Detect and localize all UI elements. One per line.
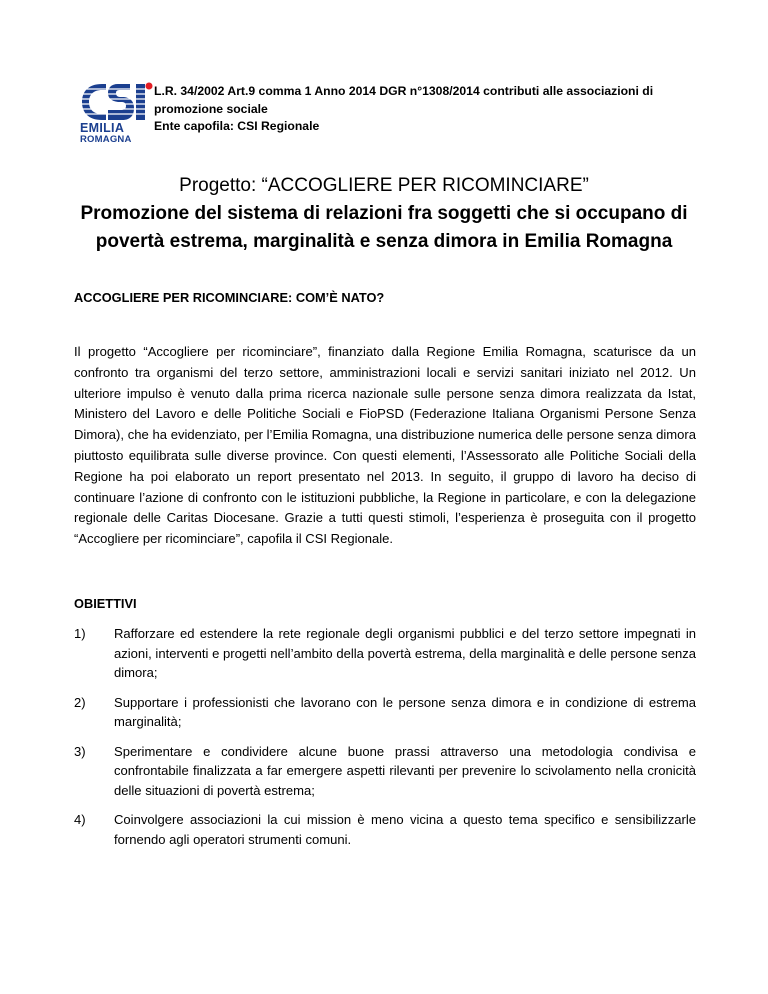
logo-text-emilia: EMILIA — [80, 121, 125, 135]
list-item — [74, 742, 696, 801]
list-item-text: Sperimentare e condividere alcune buone prassi attraverso una metodologia condivisa e confrontabile finalizzata a far emergere aspetti rilevanti per prevenire lo scivolamento nella cronicità delle situazioni di povertà estrema; — [114, 743, 696, 798]
list-item-number: 2) — [74, 694, 86, 710]
section-heading-objectives: OBIETTIVI — [74, 596, 137, 611]
list-item-number: 3) — [74, 743, 86, 759]
header-line-2: promozione sociale — [154, 101, 268, 116]
csi-emilia-romagna-logo — [80, 80, 154, 146]
intro-paragraph: Il progetto “Accogliere per ricominciare”, finanziato dalla Regione Emilia Romagna, scaturisce da un confronto tra organismi del terzo settore, amministrazioni locali e servizi sanitari iniziato nel 2012. Un ulteriore impulso è venuto dalla prima ricerca nazionale sulle persone senza dimora realizzata da Istat, Ministero del Lavoro e delle Politiche Sociali e FioPSD (Federazione Italiana Organismi Persone Senza Dimora), che ha evidenziato, per l’Emilia Romagna, una distribuzione numerica delle persone senza dimora piuttosto equilibrata sulle diverse province. Con questi elementi, l’Assessorato alle Politiche Sociali della Regione ha poi elaborato un report presentato nel 2013. In seguito, il gruppo di lavoro ha deciso di continuare l’azione di confronto con le istituzioni pubbliche, la Regione in particolare, e con la delegazione regionale delle Caritas Diocesane. Grazie a tutti questi stimoli, l’esperienza è proseguita con il progetto “Accogliere per ricominciare”, capofila il CSI Regionale. — [74, 344, 696, 547]
logo-text-romagna: ROMAGNA — [80, 134, 132, 145]
list-item — [74, 624, 696, 683]
header-line-3: Ente capofila: CSI Regionale — [154, 119, 320, 133]
project-title — [60, 172, 708, 256]
list-item — [74, 810, 696, 849]
objectives-list — [74, 624, 696, 859]
document-header — [80, 80, 700, 150]
title-line-2: Promozione del sistema di relazioni fra soggetti che si occupano di — [80, 203, 688, 224]
section-heading-origin: ACCOGLIERE PER RICOMINCIARE: COM’È NATO? — [74, 290, 385, 305]
list-item — [74, 693, 696, 732]
list-item-text: Coinvolgere associazioni la cui mission è meno vicina a questo tema specifico e sensibilizzarle fornendo agli operatori strumenti comuni. — [114, 812, 696, 847]
list-item-text: Rafforzare ed estendere la rete regionale degli organismi pubblici e del terzo settore impegnati in azioni, interventi e progetti nell’ambito della povertà estrema, della marginalità e delle persone senza dimora; — [114, 626, 696, 680]
csi-logo-icon — [80, 80, 154, 124]
list-item-text: Supportare i professionisti che lavorano con le persone senza dimora e in condizione di estrema marginalità; — [114, 694, 696, 729]
list-item-number: 4) — [74, 812, 86, 827]
list-item-number: 1) — [74, 626, 86, 641]
title-line-3: povertà estrema, marginalità e senza dimora in Emilia Romagna — [95, 231, 673, 252]
header-text — [154, 83, 714, 136]
header-line-1: L.R. 34/2002 Art.9 comma 1 Anno 2014 DGR n°1308/2014 contributi alle associazioni di — [154, 84, 654, 98]
title-line-1: Progetto: “ACCOGLIERE PER RICOMINCIARE” — [179, 175, 589, 196]
